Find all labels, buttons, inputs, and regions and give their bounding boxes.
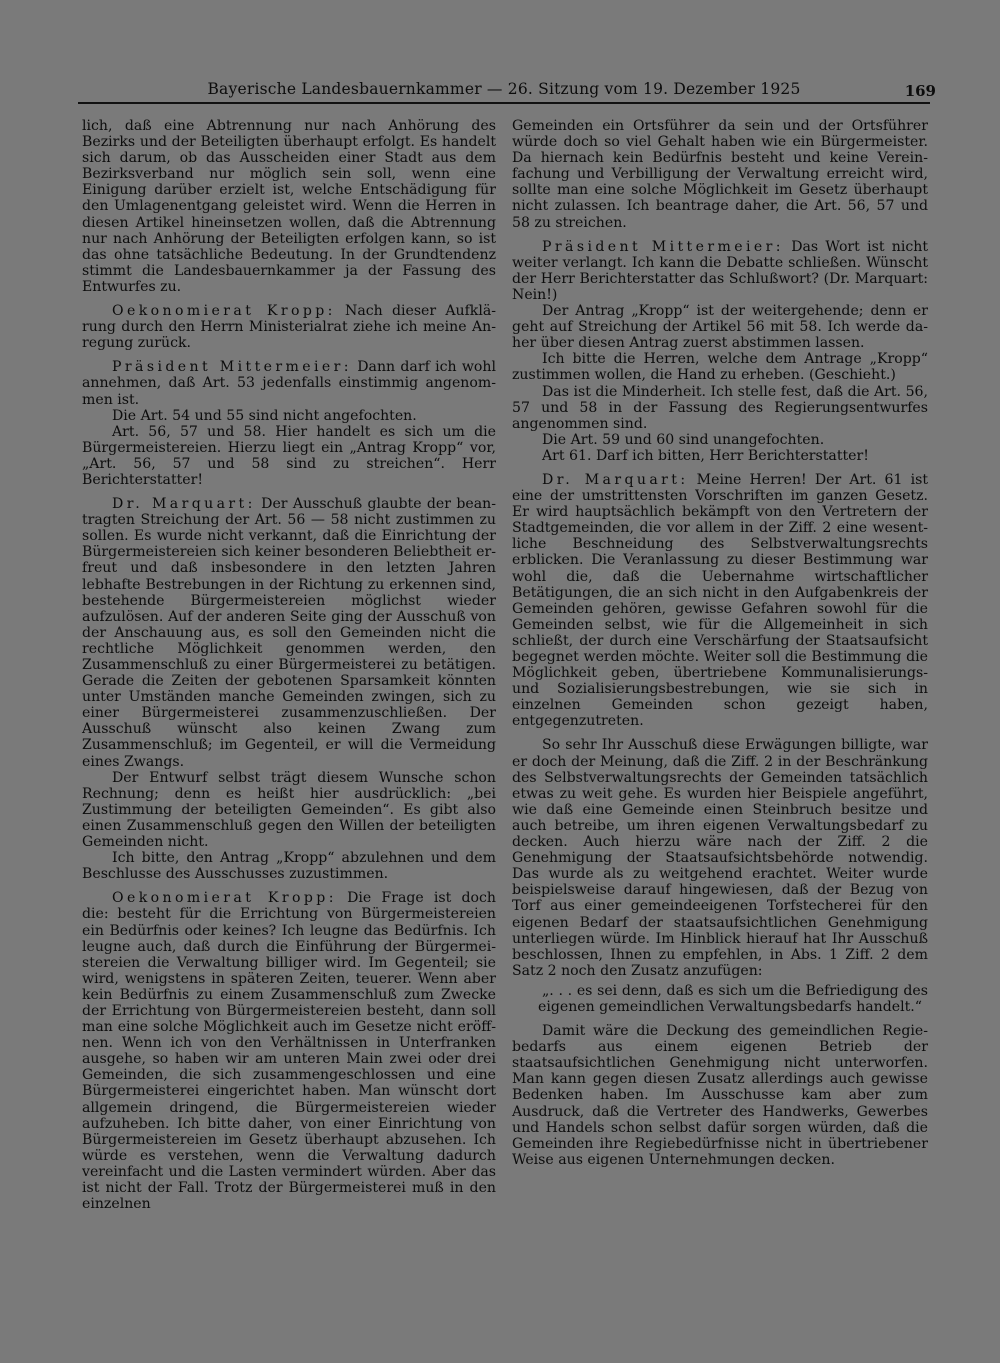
paragraph: Art. 56, 57 und 58. Hier handelt es sich um die Bürgermeistereien. Hierzu liegt ein „Antrag Kropp“ vor, „Art. 56, 57 und 58 sind zu streichen“. Herr Berichterstatter! — [82, 423, 496, 488]
block-quote: „. . . es sei denn, daß es sich um die Befriedigung des eigenen gemeindlichen Verwaltungsbedarfs handelt.“ — [538, 982, 928, 1015]
paragraph: Der Antrag „Kropp“ ist der weitergehende; denn er geht auf Streichung der Artikel 56 mit 58. Ich werde daher über diesen Antrag zuerst abstimmen lassen. — [512, 303, 928, 352]
speaker-name: Dr. Marquart: — [542, 471, 689, 488]
paragraph: So sehr Ihr Ausschuß diese Erwägungen billigte, war er doch der Meinung, daß die Ziff. 2 in der Beschränkung des Selbstverwaltungsrechts der Gemeinden tatsächlich etwas zu weit gehe. Es wurden hier Beispiele angeführt, wie daß eine Gemeinde einen Steinbruch besitze und auch betreibe, um ihren eigenen Verwaltungsbedarf zu decken. Auch hierzu wäre nach der Ziff. 2 die Genehmigung der Staatsaufsichtsbehörde notwendig. Das wurde als zu weitgehend erachtet. Weiter wurde beispielsweise darauf hingewiesen, daß der Bezug von Torf aus einer gemeindeeigenen Torfstecherei für den eigenen Bedarf der staatsaufsichtlichen Genehmigung unterliegen würde. Im Hinblick hierauf hat Ihr Ausschuß beschlossen, Ihnen zu empfehlen, in Abs. 1 Ziff. 2 dem Satz 2 noch den Zusatz anzufügen: — [512, 737, 928, 979]
paragraph: Oekonomierat Kropp: Die Frage ist doch die: besteht für die Errichtung von Bürgermeistereien ein Bedürfnis oder keines? Ich leugne das Bedürfnis. Ich leugne auch, daß durch die Einführung der Bürgermeistereien die Verwaltung billiger wird. Im Gegenteil; sie wird, wenigstens in späteren Zeiten, teuerer. Wenn aber kein Bedürfnis zu einem Zusammenschluß zum Zwecke der Errichtung von Bürgermeistereien besteht, dann soll man eine solche Möglichkeit auch im Gesetze nicht eröffnen. Wenn ich von den Verhältnissen in Unterfranken ausgehe, so haben wir am unteren Main zwei oder drei Gemeinden, die sich zusammengeschlossen und eine Bürgermeisterei eingerichtet haben. Man wünscht dort allgemein dringend, die Bürgermeistereien wieder aufzuheben. Ich bitte daher, von einer Einrichtung von Bürgermeistereien im Gesetz überhaupt abzusehen. Ich würde es verstehen, wenn die Verwaltung dadurch vereinfacht und die Lasten vermindert würden. Aber das ist nicht der Fall. Trotz der Bürgermeisterei muß in den einzelnen — [82, 890, 497, 1213]
left-column — [82, 118, 496, 1212]
paragraph: Ich bitte die Herren, welche dem Antrage „Kropp“ zustimmen wollen, die Hand zu erheben. (Geschieht.) — [512, 351, 928, 384]
speaker-name: Oekonomierat Kropp: — [112, 890, 337, 907]
right-column — [512, 118, 928, 1168]
paragraph: Ich bitte, den Antrag „Kropp“ abzulehnen und dem Beschlusse des Ausschusses zuzustimmen. — [82, 850, 496, 883]
paragraph: Dr. Marquart: Meine Herren! Der Art. 61 ist eine der umstrittensten Vorschriften im ganzen Gesetz. Er wird hauptsächlich bekämpft von den Vertretern der Stadtgemeinden, die vor allem in der Ziff. 2 eine wesentliche Beschneidung des Selbstverwaltungsrechts erblicken. Die Veranlassung zu dieser Bestimmung war wohl die, daß die Uebernahme wirtschaftlicher Betätigungen, die an sich nicht in den Aufgabenkreis der Gemeinden gehören, gewisse Gefahren sowohl für die Gemeinden selbst, wie für die Allgemeinheit in sich schließt, der durch eine Verschärfung der Staatsaufsicht begegnet werden möchte. Weiter soll die Bestimmung die Möglichkeit geben, übertriebene Kommunalisierungs- und Sozialisierungsbestrebungen, wie sie sich in einzelnen Gemeinden schon gezeigt haben, entgegenzutreten. — [512, 471, 928, 730]
paragraph: Art 61. Darf ich bitten, Herr Berichterstatter! — [542, 447, 869, 464]
page-header — [78, 78, 936, 104]
running-title: Bayerische Landesbauernkammer — 26. Sitzung vom 19. Dezember 1925 — [207, 80, 801, 98]
speaker-name: Dr. Marquart: — [112, 496, 256, 513]
paragraph: Oekonomierat Kropp: Nach dieser Aufklärung durch den Herrn Ministerialrat ziehe ich meine Anregung zurück. — [82, 303, 497, 352]
paragraph: Das ist die Minderheit. Ich stelle fest, daß die Art. 56, 57 und 58 in der Fassung des Regierungsentwurfes angenommen sind. — [512, 383, 928, 432]
paragraph: Präsident Mittermeier: Das Wort ist nicht weiter verlangt. Ich kann die Debatte schließen. Wünscht der Herr Berichterstatter das Schlußwort? (Dr. Marquart: Nein!) — [512, 238, 928, 303]
paragraph: Die Art. 54 und 55 sind nicht angefochten. — [112, 407, 417, 424]
speaker-name: Präsident Mittermeier: — [542, 238, 784, 255]
paragraph: lich, daß eine Abtrennung nur nach Anhörung des Bezirks und der Beteiligten überhaupt erfolgt. Es handelt sich darum, ob das Ausscheiden einer Stadt aus dem Bezirksverband nur möglich sein soll, wenn eine Einigung darüber erzielt ist, welche Entschädigung für den Umlagenentgang geleistet wird. Wenn die Herren in diesen Artikel hineinsetzen wollen, daß die Abtrennung nur nach Anhörung der Beteiligten erfolgen kann, so ist das ohne tatsächliche Bedeutung. In der Grundtendenz stimmt die Landesbauernkammer ja der Fassung des Entwurfes zu. — [82, 118, 496, 295]
paragraph: Dr. Marquart: Der Ausschuß glaubte der beantragten Streichung der Art. 56 — 58 nicht zustimmen zu sollen. Es wurde nicht verkannt, daß die Einrichtung der Bürgermeistereien sich keiner besonderen Beliebtheit erfreut und daß insbesondere in den letzten Jahren lebhafte Bestrebungen in der Richtung zu erkennen sind, bestehende Bürgermeistereien möglichst wieder aufzulösen. Auf der anderen Seite ging der Ausschuß von der Anschauung aus, es soll den Gemeinden nicht die rechtliche Möglichkeit genommen werden, den Zusammenschluß zu einer Bürgermeisterei zu betätigen. Gerade die Zeiten der gebotenen Sparsamkeit könnten unter Umständen manche Gemeinden zwingen, sich zu einer Bürgermeisterei zusammenzuschließen. Der Ausschuß wünscht also keinen Zwang zum Zusammenschluß; im Gegenteil, er will die Vermeidung eines Zwangs. — [82, 496, 496, 770]
paragraph: Gemeinden ein Ortsführer da sein und der Ortsführer würde doch so viel Gehalt haben wie ein Bürgermeister. Da hiernach kein Bedürfnis besteht und keine Vereinfachung und Verbilligung der Verwaltung erreicht wird, sollte man eine solche Möglichkeit im Gesetz überhaupt nicht zulassen. Ich beantrage daher, die Art. 56, 57 und 58 zu streichen. — [512, 118, 928, 231]
paragraph: Der Entwurf selbst trägt diesem Wunsche schon Rechnung; denn es heißt hier ausdrücklich: „bei Zustimmung der beteiligten Gemeinden“. Es gibt also einen Zusammenschluß gegen den Willen der beteiligten Gemeinden nicht. — [82, 769, 496, 851]
paragraph: Damit wäre die Deckung des gemeindlichen Regiebedarfs aus einem eigenen Betrieb der staatsaufsichtlichen Genehmigung nicht unterworfen. Man kann gegen diesen Zusatz allerdings auch gewisse Bedenken haben. Im Ausschusse kam aber zum Ausdruck, daß die Vertreter des Handwerks, Gewerbes und Handels schon selbst dafür sorgen würden, daß die Gemeinden ihre Regiebedürfnisse nicht in übertriebener Weise aus eigenen Unternehmungen decken. — [512, 1023, 928, 1168]
speaker-name: Präsident Mittermeier: — [112, 359, 352, 376]
page-number: 169 — [904, 82, 936, 100]
paragraph: Präsident Mittermeier: Dann darf ich wohl annehmen, daß Art. 53 jedenfalls einstimmig angenommen ist. — [82, 359, 496, 408]
speaker-name: Oekonomierat Kropp: — [112, 303, 336, 320]
paragraph: Die Art. 59 und 60 sind unangefochten. — [542, 431, 825, 448]
